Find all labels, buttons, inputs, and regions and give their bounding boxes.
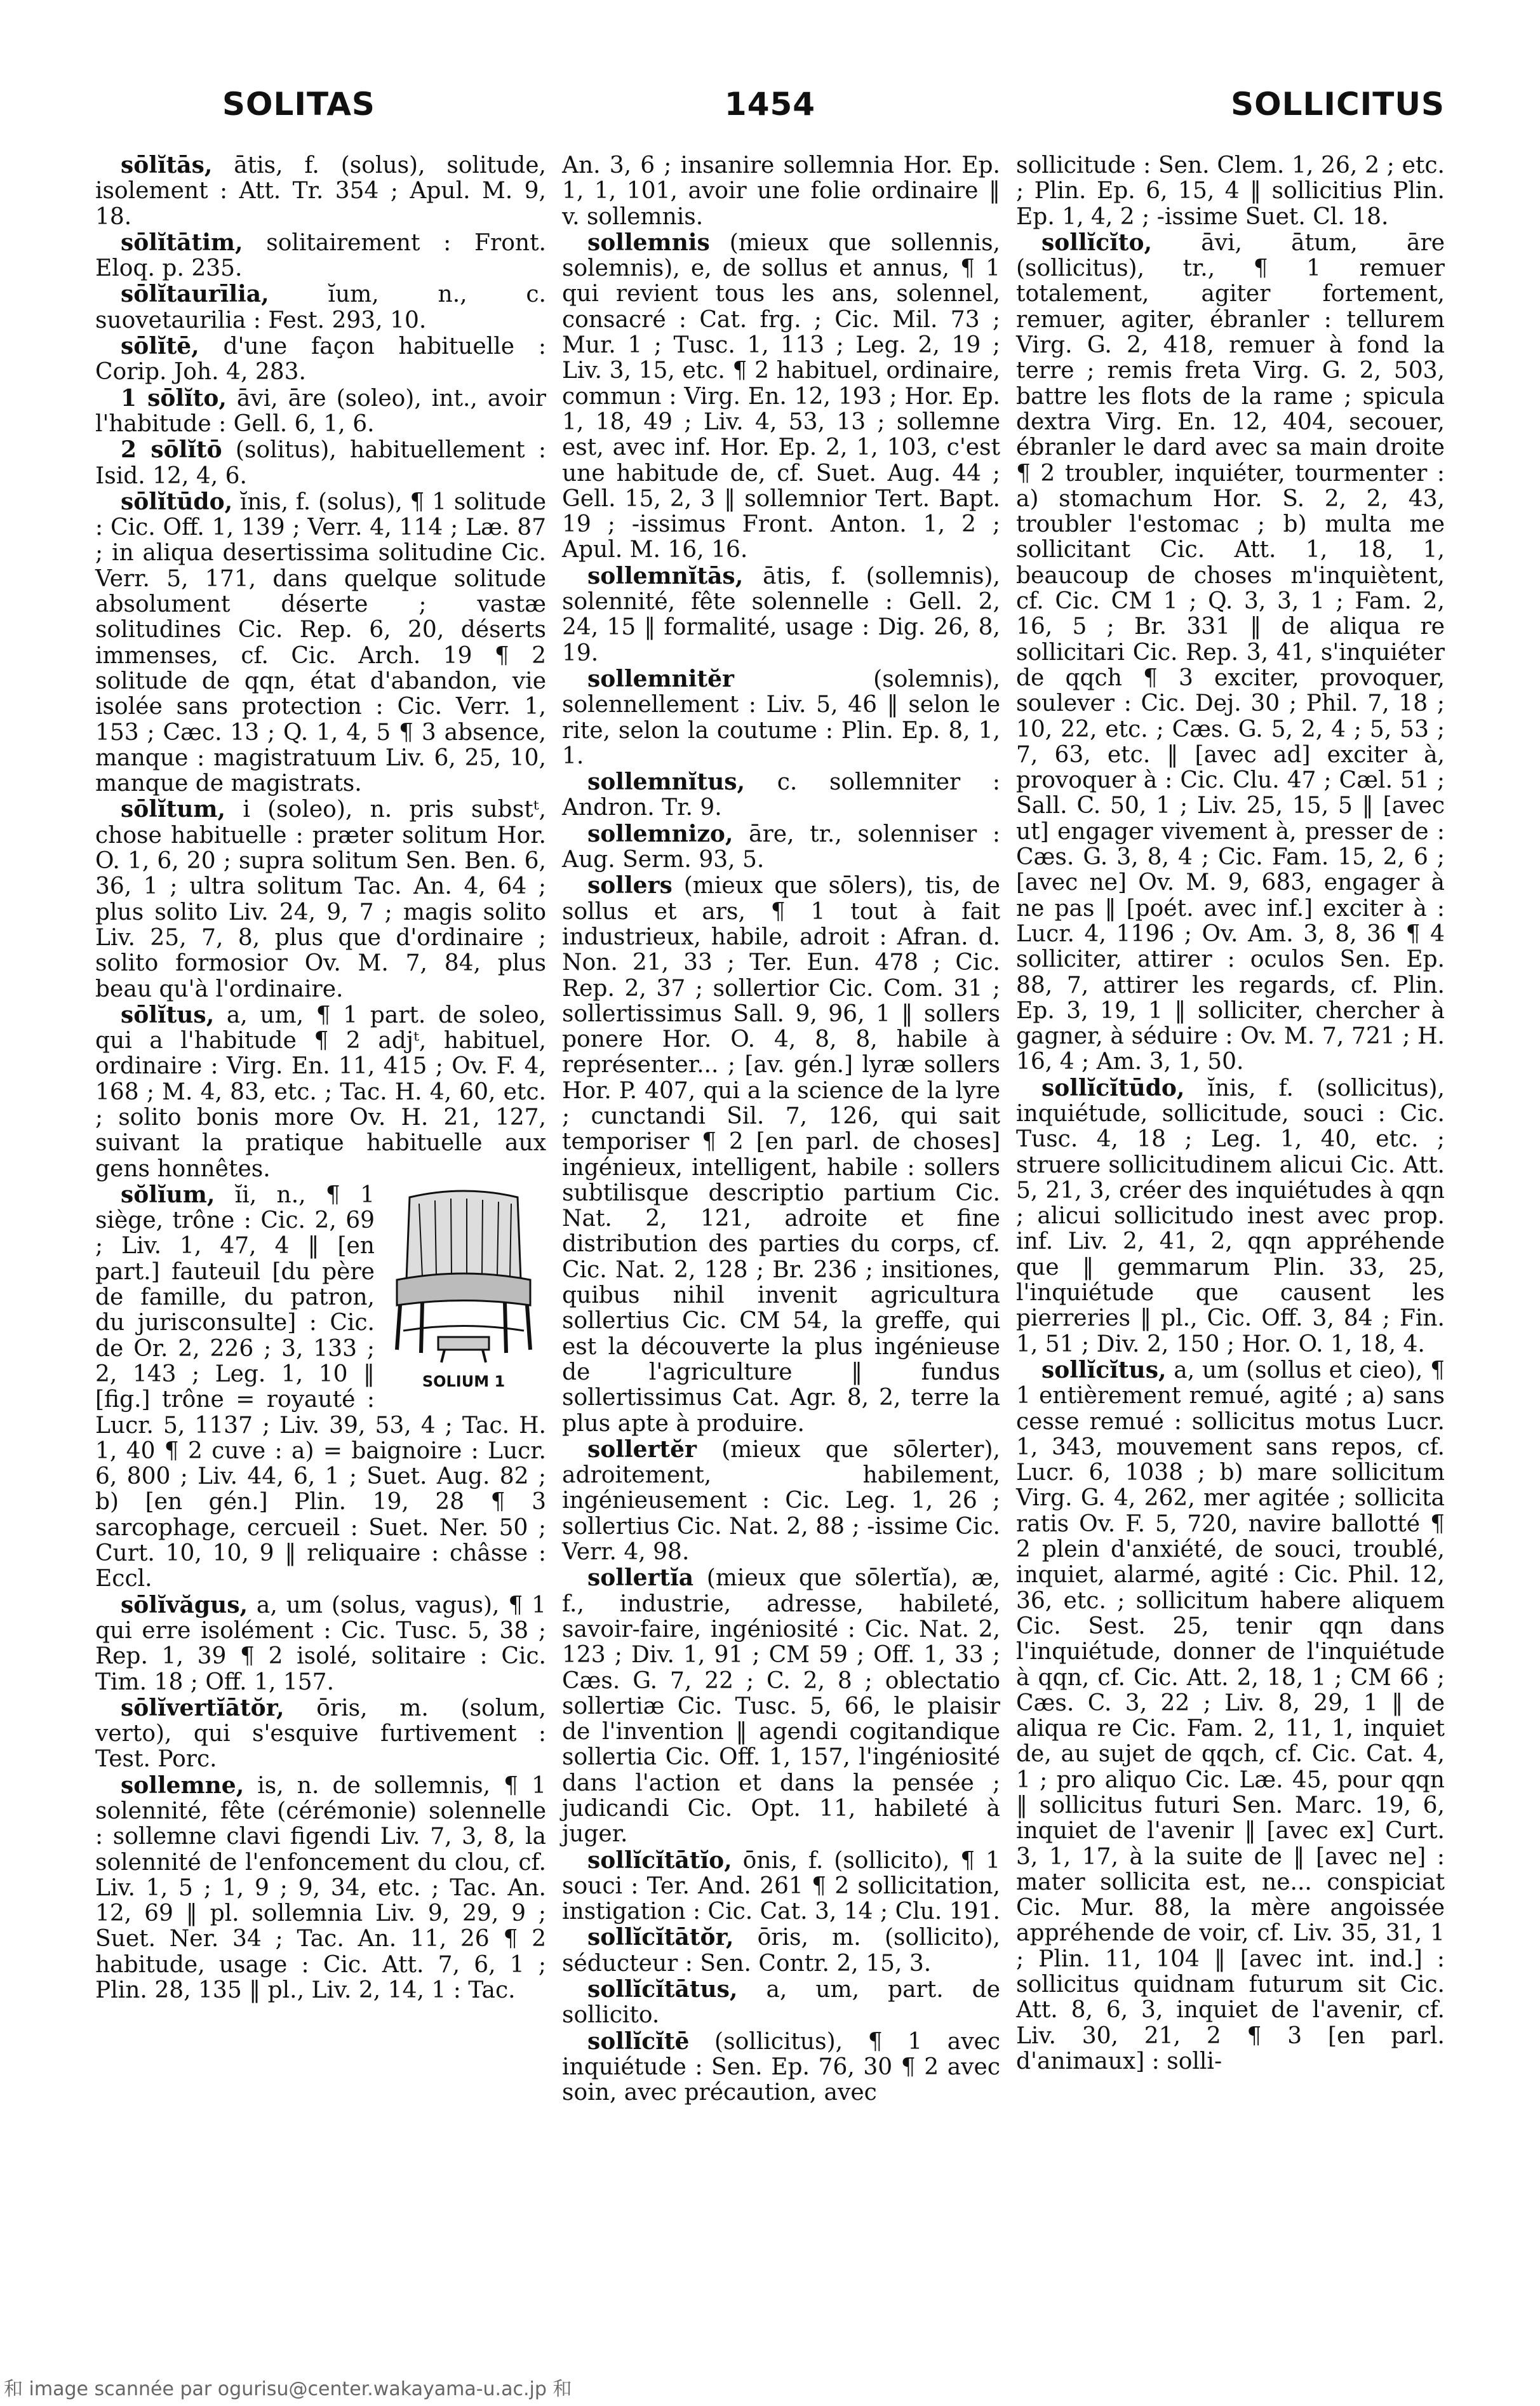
dictionary-entry	[562, 2029, 1000, 2106]
definition: (mieux que sōlers), tis, de sollus et ars, ¶ 1 tout à fait industrieux, habile, adroit : Afran. d. Non. 21, 33 ; Ter. Eun. 478 ; Cic. Rep. 2, 37 ; sollertior Cic. Com. 31 ; sollertissimus Sall. 9, 96, 1 ‖ sollers ponere Hor. O. 4, 8, 8, habile à représenter... ; [av. gén.] lyræ sollers Hor. P. 407, qui a la science de la lyre ; cunctandi Sil. 7, 126, qui sait temporiser ¶ 2 [en parl. de choses] ingénieux, intelligent, habile : sollers subtilisque descriptio partium Cic. Nat. 2, 121, adroite et fine distribution des parties du corps, cf. Cic. Nat. 2, 128 ; Br. 236 ; insitiones, quibus nihil invenit agricultura sollertius Cic. CM 54, la greffe, qui est la découverte la plus ingénieuse de l'agriculture ‖ fundus sollertissimus Cat. Agr. 8, 2, terre la plus apte à produire.	[562, 873, 1000, 1437]
headword: sōlĭtum,	[121, 796, 226, 823]
column-3	[1016, 152, 1445, 2074]
column-2	[562, 152, 1000, 2106]
headword: sollĭcĭtūdo,	[1041, 1074, 1185, 1101]
definition: (solitus), habituellement : Isid. 12, 4, 6.	[95, 437, 546, 489]
definition: ōris, m. (sollicito), séducteur : Sen. Contr. 2, 15, 3.	[562, 1925, 1000, 1977]
headword: sollers	[587, 872, 673, 899]
dictionary-entry	[95, 1773, 546, 2004]
dictionary-entry	[95, 152, 546, 230]
headword: sōlĭtūdo,	[121, 488, 233, 515]
headword: 1 sōlĭto,	[121, 384, 227, 412]
definition: (sollicitus), ¶ 1 avec inquiétude : Sen. Ep. 76, 30 ¶ 2 avec soin, avec précaution, avec	[562, 2028, 1000, 2106]
dictionary-entry	[562, 769, 1000, 821]
definition: ōnis, f. (sollicito), ¶ 1 souci : Ter. And. 261 ¶ 2 sollicitation, instigation : Cic. Cat. 3, 14 ; Clu. 191.	[562, 1847, 1000, 1925]
definition: (solemnis), solennellement : Liv. 5, 46 ‖ selon le rite, selon la coutume : Plin. Ep. 8, 1, 1.	[562, 666, 1000, 769]
solium-illustration	[381, 1185, 546, 1394]
header-right-guideword: SOLLICITUS	[1231, 86, 1445, 123]
definition: d'une façon habituelle : Corip. Joh. 4, 283.	[95, 333, 546, 386]
headword: sollertĭa	[587, 1564, 694, 1592]
dictionary-entry-continuation	[1016, 152, 1445, 230]
solium-entry-block	[95, 1182, 546, 1592]
dictionary-entry	[562, 1565, 1000, 1847]
headword: 2 sōlĭtō	[121, 436, 222, 464]
headword: sōlĭvăgus,	[121, 1591, 248, 1618]
headword: sollemnizo,	[587, 820, 733, 847]
definition: An. 3, 6 ; insanire sollemnia Hor. Ep. 1, 1, 101, avoir une folie ordinaire ‖ v. sollemnis.	[562, 152, 1000, 230]
headword: sollĭcĭto,	[1041, 229, 1153, 256]
dictionary-entry	[95, 489, 546, 797]
dictionary-entry	[562, 563, 1000, 666]
headword: sōlĭtus,	[121, 1001, 215, 1028]
definition: āre, tr., solenniser : Aug. Serm. 93, 5.	[562, 821, 1000, 873]
dictionary-entry	[95, 1002, 546, 1182]
dictionary-entry	[95, 386, 546, 438]
definition: ĭi, n., ¶ 1 siège, trône : Cic. 2, 69 ; Liv. 1, 47, 4 ‖ [en part.] fauteuil [du père de famille, du patron, du jurisconsulte] : Cic. de Or. 2, 226 ; 3, 133 ; 2, 143 ; Leg. 1, 10 ‖ [fig.] trône = royauté : Lucr. 5, 1137 ; Liv. 39, 53, 4 ; Tac. H. 1, 40 ¶ 2 cuve : a) = baignoire : Lucr. 6, 800 ; Liv. 44, 6, 1 ; Suet. Aug. 82 ; b) [en gén.] Plin. 19, 28 ¶ 3 sarcophage, cercueil : Suet. Ner. 50 ; Curt. 10, 10, 9 ‖ reliquaire : châsse : Eccl.	[95, 1181, 546, 1592]
dictionary-entry	[562, 230, 1000, 563]
definition: āvi, āre (soleo), int., avoir l'habitude : Gell. 6, 1, 6.	[95, 385, 547, 437]
dictionary-entry	[1016, 230, 1445, 1075]
dictionary-entry	[95, 1592, 546, 1695]
headword: sollĭcĭtus,	[1041, 1356, 1167, 1383]
headword: sollĭcĭtātus,	[587, 1976, 738, 2003]
dictionary-entry-continuation	[562, 152, 1000, 230]
page-header	[95, 86, 1445, 137]
definition: solitairement : Front. Eloq. p. 235.	[95, 229, 546, 282]
headword: sōlĭtās,	[121, 152, 213, 178]
dictionary-entry	[95, 281, 546, 333]
headword: sōlĭtaurīlia,	[121, 281, 269, 308]
scan-footer	[0, 2373, 1540, 2401]
headword: sollĭcĭtē	[587, 2027, 690, 2055]
column-1	[95, 152, 546, 2003]
definition: ĭnis, f. (sollicitus), inquiétude, sollicitude, souci : Cic. Tusc. 4, 18 ; Leg. 1, 40, etc. ; struere sollicitudinem alicui Cic. Att. 5, 21, 3, créer des inquiétudes à qqn ; alicui sollicitudo inest avec prop. inf. Liv. 2, 41, 2, qqn appréhende que ‖ gemmarum Plin. 33, 25, l'inquiétude que causent les pierreries ‖ pl., Cic. Off. 3, 84 ; Fin. 1, 51 ; Div. 2, 150 ; Hor. O. 1, 18, 4.	[1016, 1075, 1445, 1357]
definition: ōris, m. (solum, verto), qui s'esquive furtivement : Test. Porc.	[95, 1695, 546, 1773]
headword: sollĭcĭtātĭo,	[587, 1846, 732, 1874]
definition: c. sollemniter : Andron. Tr. 9.	[562, 769, 1000, 821]
header-left-guideword: SOLITAS	[222, 86, 375, 123]
dictionary-entry	[562, 666, 1000, 769]
dictionary-entry	[95, 1695, 546, 1773]
dictionary-entry	[562, 1437, 1000, 1565]
headword: sollemnĭtās,	[587, 562, 744, 589]
headword: sollemnitĕr	[587, 665, 734, 692]
headword: sollemnis	[587, 229, 710, 256]
definition: ātis, f. (sollemnis), solennité, fête solennelle : Gell. 2, 24, 15 ‖ formalité, usage : Dig. 26, 8, 19.	[562, 563, 1000, 666]
headword: sollemne,	[121, 1771, 244, 1799]
dictionary-entry	[95, 796, 546, 1002]
footer-text: 和 image scannée par ogurisu@center.wakayama-u.ac.jp 和	[4, 2378, 572, 2400]
definition: a, um (solus, vagus), ¶ 1 qui erre isolément : Cic. Tusc. 5, 38 ; Rep. 1, 39 ¶ 2 isolé, solitaire : Cic. Tim. 18 ; Off. 1, 157.	[95, 1592, 546, 1695]
definition: ĭum, n., c. suovetaurilia : Fest. 293, 10.	[95, 281, 546, 333]
headword: sōlĭtē,	[121, 333, 199, 360]
dictionary-entry	[562, 1977, 1000, 2029]
dictionary-entry	[562, 821, 1000, 873]
dictionary-entry	[95, 333, 546, 386]
headword: sōlĭvertĭātŏr,	[121, 1694, 285, 1721]
dictionary-entry	[1016, 1357, 1445, 2074]
headword: sŏlĭum,	[121, 1181, 215, 1208]
definition: i (soleo), n. pris substᵗ, chose habituelle : præter solitum Hor. O. 1, 6, 20 ; supra solitum Sen. Ben. 6, 36, 1 ; ultra solitum Tac. An. 4, 64 ; plus solito Liv. 24, 9, 7 ; magis solito Liv. 25, 7, 8, plus que d'ordinaire ; solito formosior Ov. M. 7, 84, plus beau qu'à l'ordinaire.	[95, 796, 546, 1002]
throne-chair-icon	[384, 1185, 543, 1369]
dictionary-entry	[95, 437, 546, 489]
headword: sōlĭtātim,	[121, 229, 243, 256]
definition: (mieux que sollennis, solemnis), e, de sollus et annus, ¶ 1 qui revient tous les ans, solennel, consacré : Cat. frg. ; Cic. Mil. 73 ; Mur. 1 ; Tusc. 1, 113 ; Leg. 2, 19 ; Liv. 3, 15, etc. ¶ 2 habituel, ordinaire, commun : Virg. En. 12, 193 ; Hor. Ep. 1, 18, 49 ; Liv. 4, 53, 13 ; sollemne est, avec inf. Hor. Ep. 2, 1, 103, c'est une habitude de, cf. Suet. Aug. 44 ; Gell. 15, 2, 3 ‖ sollemnior Tert. Bapt. 19 ; -issimus Front. Anton. 1, 2 ; Apul. M. 16, 16.	[562, 229, 1000, 563]
dictionary-entry	[95, 230, 546, 282]
dictionary-entry	[1016, 1075, 1445, 1357]
headword: sollertĕr	[587, 1435, 697, 1463]
definition: a, um, ¶ 1 part. de soleo, qui a l'habitude ¶ 2 adjᵗ, habituel, ordinaire : Virg. En. 11, 415 ; Ov. F. 4, 168 ; M. 4, 83, etc. ; Tac. H. 4, 60, etc. ; solito bonis more Ov. H. 21, 127, suivant la pratique habituelle aux gens honnêtes.	[95, 1002, 546, 1182]
definition: a, um, part. de sollicito.	[562, 1977, 1000, 2029]
definition: (mieux que sōlerter), adroitement, habilement, ingénieusement : Cic. Leg. 1, 26 ; sollertius Cic. Nat. 2, 88 ; -issime Cic. Verr. 4, 98.	[562, 1436, 1000, 1566]
definition: ĭnis, f. (solus), ¶ 1 solitude : Cic. Off. 1, 139 ; Verr. 4, 114 ; Læ. 87 ; in aliqua desertissima solitudine Cic. Verr. 5, 171, dans quelque solitude absolument déserte ; vastæ solitudines Cic. Rep. 6, 20, déserts immenses, cf. Cic. Arch. 19 ¶ 2 solitude de qqn, état d'abandon, vie isolée sans protection : Cic. Verr. 1, 153 ; Cæc. 13 ; Q. 1, 4, 5 ¶ 3 absence, manque : magistratuum Liv. 6, 25, 10, manque de magistrats.	[95, 488, 546, 797]
headword: sollĭcĭtātŏr,	[587, 1924, 734, 1951]
dictionary-entry	[562, 873, 1000, 1437]
definition: sollicitude : Sen. Clem. 1, 26, 2 ; etc. ; Plin. Ep. 6, 15, 4 ‖ sollicitius Plin. Ep. 1, 4, 2 ; -issime Suet. Cl. 18.	[1016, 152, 1445, 230]
definition: āvi, ātum, āre (sollicitus), tr., ¶ 1 remuer totalement, agiter fortement, remuer, agiter, ébranler : tellurem Virg. G. 2, 418, remuer à fond la terre ; remis freta Virg. G. 2, 503, battre les flots de la rame ; spicula dextra Virg. En. 12, 404, secouer, ébranler le dard avec sa main droite ¶ 2 troubler, inquiéter, tourmenter : a) stomachum Hor. S. 2, 2, 43, troubler l'estomac ; b) multa me sollicitant Cic. Att. 1, 18, 1, beaucoup de choses m'inquiètent, cf. Cic. CM 1 ; Q. 3, 3, 1 ; Fam. 2, 16, 5 ; Br. 331 ‖ de aliqua re sollicitari Cic. Rep. 3, 41, s'inquiéter de qqch ¶ 3 exciter, provoquer, soulever : Cic. Dej. 30 ; Phil. 7, 18 ; 10, 22, etc. ; Cæs. G. 5, 2, 4 ; 5, 53 ; 7, 63, etc. ‖ [avec ad] exciter à, provoquer à : Cic. Clu. 47 ; Cæl. 51 ; Sall. C. 50, 1 ; Liv. 25, 15, 5 ‖ [avec ut] engager vivement à, presser de : Cæs. G. 3, 8, 4 ; Cic. Fam. 15, 2, 6 ; [avec ne] Ov. M. 9, 683, engager à ne pas ‖ [poét. avec inf.] exciter à : Lucr. 4, 1196 ; Ov. Am. 3, 8, 36 ¶ 4 solliciter, attirer : oculos Sen. Ep. 88, 7, attirer les regards, cf. Plin. Ep. 3, 19, 1 ‖ solliciter, chercher à gagner, à séduire : Ov. M. 7, 721 ; H. 16, 4 ; Am. 3, 1, 50.	[1016, 229, 1445, 1075]
figure-caption: SOLIUM 1	[422, 1372, 506, 1390]
definition: is, n. de sollemnis, ¶ 1 solennité, fête (cérémonie) solennelle : sollemne clavi figendi Liv. 7, 3, 8, la solennité de l'enfoncement du clou, cf. Liv. 1, 5 ; 1, 9 ; 9, 34, etc. ; Tac. An. 12, 69 ‖ pl. sollemnia Liv. 9, 29, 9 ; Suet. Ner. 34 ; Tac. An. 11, 26 ¶ 2 habitude, usage : Cic. Att. 7, 6, 1 ; Plin. 28, 135 ‖ pl., Liv. 2, 14, 1 : Tac.	[95, 1772, 546, 2004]
page-number: 1454	[724, 86, 816, 123]
dictionary-entry	[562, 1848, 1000, 1925]
definition: ātis, f. (solus), solitude, isolement : Att. Tr. 354 ; Apul. M. 9, 18.	[95, 152, 546, 230]
definition: a, um (sollus et cieo), ¶ 1 entièrement remué, agité ; a) sans cesse remué : sollicitus motus Lucr. 1, 343, mouvement sans repos, cf. Lucr. 6, 1038 ; b) mare sollicitum Virg. G. 4, 262, mer agitée ; sollicita ratis Ov. F. 5, 720, navire ballotté ¶ 2 plein d'anxiété, de souci, troublé, inquiet, alarmé, agité : Cic. Phil. 12, 36, etc. ; sollicitum habere aliquem Cic. Sest. 25, tenir qqn dans l'inquiétude, donner de l'inquiétude à qqn, cf. Cic. Att. 2, 18, 1 ; CM 66 ; Cæs. C. 3, 22 ; Liv. 8, 29, 1 ‖ de aliqua re Cic. Fam. 2, 11, 1, inquiet de, au sujet de qqch, cf. Cic. Cat. 4, 1 ; pro aliquo Cic. Læ. 45, pour qqn ‖ sollicitus futuri Sen. Marc. 19, 6, inquiet de l'avenir ‖ [avec ex] Curt. 3, 1, 17, à la suite de ‖ [avec ne] : mater sollicita est, ne... conspiciat Cic. Mur. 88, la mère angoissée appréhende de voir, cf. Liv. 35, 31, 1 ; Plin. 11, 104 ‖ [avec int. ind.] : sollicitus quidnam futurum sit Cic. Att. 8, 6, 3, inquiet de l'avenir, cf. Liv. 30, 21, 2 ¶ 3 [en parl. d'animaux] : solli-	[1016, 1357, 1445, 2074]
dictionary-entry	[562, 1925, 1000, 1977]
headword: sollemnĭtus,	[587, 769, 746, 796]
definition: (mieux que sōlertĭa), æ, f., industrie, adresse, habileté, savoir-faire, ingéniosité : Cic. Nat. 2, 123 ; Div. 1, 91 ; CM 59 ; Off. 1, 33 ; Cæs. G. 7, 22 ; C. 2, 8 ; oblectatio sollertiæ Cic. Tusc. 5, 66, le plaisir de l'invention ‖ agendi cogitandique sollertia Cic. Off. 1, 157, l'ingéniosité dans l'action et dans la pensée ; judicandi Cic. Opt. 11, habileté à juger.	[562, 1565, 1000, 1848]
